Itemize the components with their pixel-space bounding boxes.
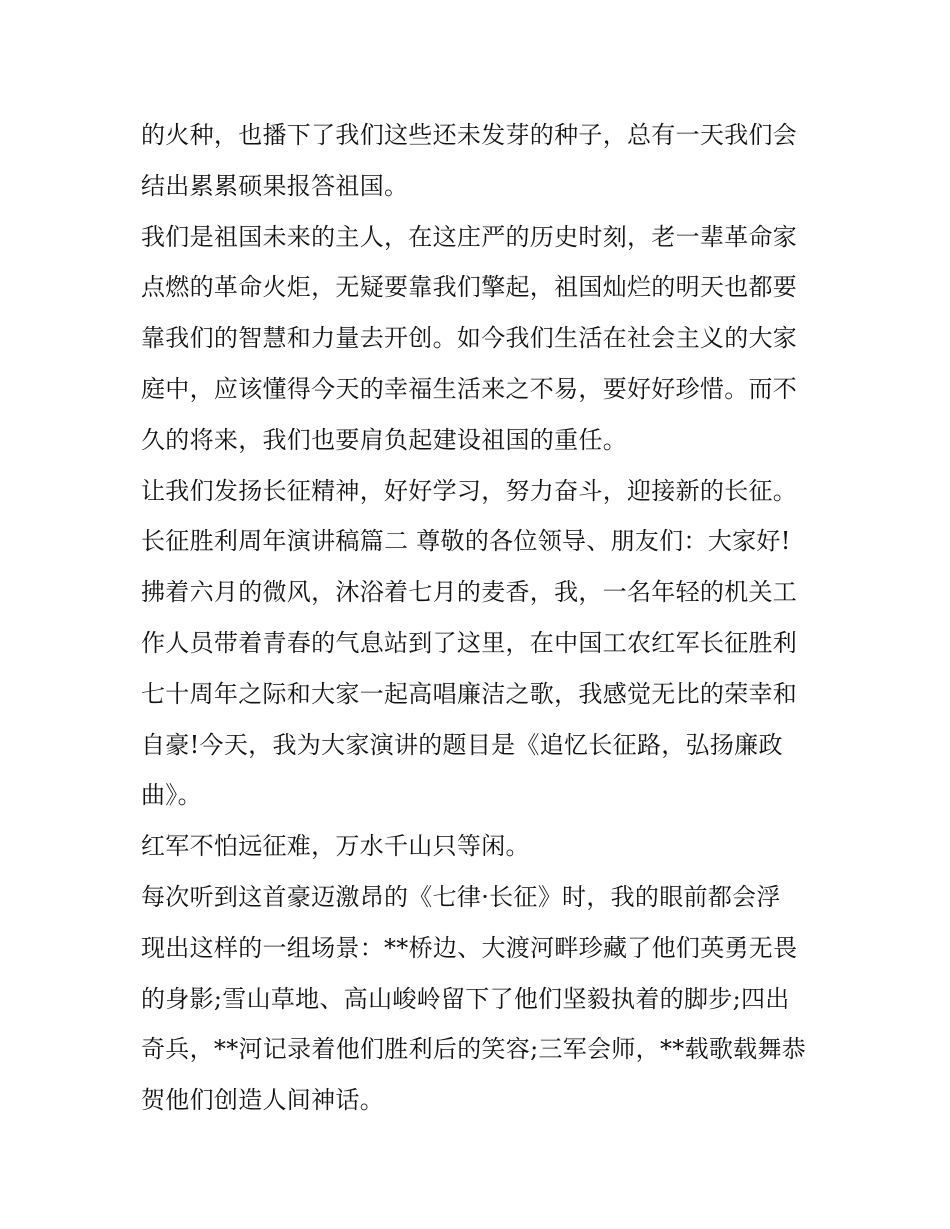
text-line: 奇兵，**河记录着他们胜利后的笑容;三军会师，**载歌载舞恭 bbox=[141, 1035, 807, 1064]
text-line: 的火种，也播下了我们这些还未发芽的种子，总有一天我们会 bbox=[141, 121, 798, 149]
text-line: 拂着六月的微风，沐浴着七月的麦香，我，一名年轻的机关工 bbox=[141, 578, 798, 607]
text-line: 点燃的革命火炬，无疑要靠我们擎起，祖国灿烂的明天也都要 bbox=[141, 273, 798, 302]
text-line: 结出累累硕果报答祖国。 bbox=[141, 171, 409, 200]
text-line: 红军不怕远征难，万水千山只等闲。 bbox=[141, 832, 530, 861]
text-line: 我们是祖国未来的主人，在这庄严的历史时刻，老一辈革命家 bbox=[141, 222, 798, 251]
text-line: 让我们发扬长征精神，好好学习，努力奋斗，迎接新的长征。 bbox=[141, 476, 798, 505]
text-line: 自豪!今天，我为大家演讲的题目是《追忆长征路，弘扬廉政 bbox=[141, 730, 783, 759]
text-line: 曲》。 bbox=[141, 781, 202, 810]
document-body bbox=[141, 110, 811, 1126]
text-line: 每次听到这首豪迈激昂的《七律·长征》时，我的眼前都会浮 bbox=[141, 882, 781, 911]
text-line: 现出这样的一组场景：**桥边、大渡河畔珍藏了他们英勇无畏 bbox=[141, 933, 798, 962]
text-line: 靠我们的智慧和力量去开创。如今我们生活在社会主义的大家 bbox=[141, 324, 798, 353]
text-line: 的身影;雪山草地、高山峻岭留下了他们坚毅执着的脚步;四出 bbox=[141, 984, 790, 1013]
text-line: 作人员带着青春的气息站到了这里，在中国工农红军长征胜利 bbox=[141, 628, 798, 657]
text-line: 贺他们创造人间神话。 bbox=[141, 1086, 384, 1115]
text-line: 长征胜利周年演讲稿篇二 尊敬的各位领导、朋友们：大家好! bbox=[141, 527, 791, 556]
text-line: 七十周年之际和大家一起高唱廉洁之歌，我感觉无比的荣幸和 bbox=[141, 679, 798, 708]
text-line: 久的将来，我们也要肩负起建设祖国的重任。 bbox=[141, 425, 627, 454]
text-line: 庭中，应该懂得今天的幸福生活来之不易，要好好珍惜。而不 bbox=[141, 374, 798, 403]
